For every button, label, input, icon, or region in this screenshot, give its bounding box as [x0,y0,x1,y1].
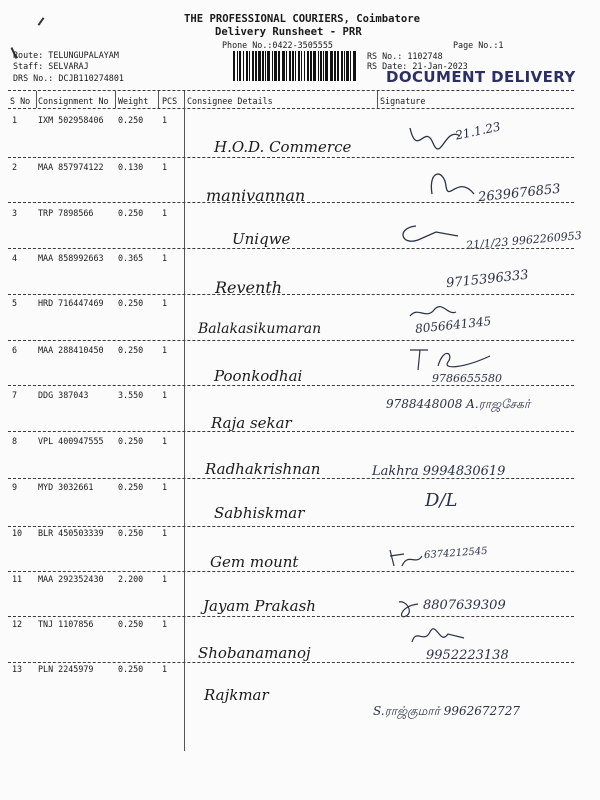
row-divider [8,340,574,341]
row-signature: 2639676853 [477,181,562,206]
row-sno: 2 [12,162,18,172]
row-sno: 10 [12,528,23,538]
signature-scribble [405,118,465,156]
row-weight: 0.250 [118,436,144,446]
row-signature: 6374212545 [423,545,488,562]
row-divider [8,157,574,158]
row-weight: 0.250 [118,482,144,492]
row-divider [8,202,574,203]
row-consignment: MAA 857974122 [38,162,104,172]
row-weight: 3.550 [118,390,144,400]
row-consignee: Uniqwe [232,230,291,248]
row-consignee: Poonkodhai [214,367,303,385]
row-sno: 6 [12,345,18,355]
col-header-consignment: Consignment No [38,96,109,106]
row-consignment: MAA 858992663 [38,253,104,263]
column-separator [184,91,185,751]
row-consignee: Jayam Prakash [203,597,316,615]
row-consignment: IXM 502958406 [38,115,104,125]
row-signature: 21.1.23 [454,119,502,143]
phone-number: Phone No.:0422-3505555 [222,40,333,50]
row-divider [8,526,574,527]
row-consignee: Raja sekar [211,414,292,432]
row-sno: 3 [12,208,18,218]
row-weight: 0.250 [118,619,144,629]
row-divider [8,294,574,295]
row-consignment: MAA 288410450 [38,345,104,355]
row-divider [8,248,574,249]
col-header-pcs: PCS [162,96,178,106]
row-weight: 0.250 [118,664,144,674]
row-consignee: Radhakrishnan [205,460,321,478]
row-weight: 0.250 [118,345,144,355]
row-consignment: VPL 400947555 [38,436,104,446]
rs-number: RS No.: 1102748 [367,51,443,61]
row-consignee: Sabhiskmar [214,504,305,522]
col-header-consignee: Consignee Details [187,96,273,106]
column-separator [158,91,159,108]
row-signature: 8056641345 [414,314,492,336]
row-pcs: 1 [162,345,168,355]
row-pcs: 1 [162,528,168,538]
row-weight: 0.365 [118,253,144,263]
row-consignee: Rajkmar [204,686,269,704]
row-pcs: 1 [162,482,168,492]
row-signature: 8807639309 [423,598,506,613]
row-divider [8,385,574,386]
row-consignee: Reventh [215,278,283,297]
drs-number: DRS No.: DCJB110274801 [13,73,124,83]
row-consignment: TNJ 1107856 [38,619,94,629]
row-consignment: HRD 716447469 [38,298,104,308]
row-consignee: H.O.D. Commerce [214,138,352,156]
rs-date: RS Date: 21-Jan-2023 [367,61,468,71]
barcode [233,51,359,81]
pen-mark-icon [38,17,45,26]
row-signature: S.ராஜ்குமார் 9962672727 [373,704,521,718]
row-divider [8,431,574,432]
company-name: THE PROFESSIONAL COURIERS, Coimbatore [184,13,420,25]
document-delivery-stamp: DOCUMENT DELIVERY [386,68,576,86]
row-sno: 4 [12,253,18,263]
signature-scribble [408,304,458,322]
row-sno: 5 [12,298,18,308]
row-pcs: 1 [162,390,168,400]
row-pcs: 1 [162,436,168,446]
row-sno: 8 [12,436,18,446]
row-consignment: TRP 7898566 [38,208,94,218]
row-sno: 11 [12,574,23,584]
row-consignee: manivannan [206,186,306,205]
row-pcs: 1 [162,574,168,584]
signature-scribble [424,164,484,204]
row-pcs: 1 [162,208,168,218]
row-weight: 0.130 [118,162,144,172]
page-number: Page No.:1 [453,40,504,50]
signature-scribble [386,546,426,570]
column-separator [377,91,378,108]
row-pcs: 1 [162,115,168,125]
row-sno: 9 [12,482,18,492]
row-consignee: Shobanamanoj [198,644,311,662]
signature-scribble [396,598,422,618]
row-consignment: DDG 387043 [38,390,89,400]
sheet-title: Delivery Runsheet - PRR [215,26,362,38]
row-weight: 0.250 [118,208,144,218]
row-consignment: MAA 292352430 [38,574,104,584]
row-consignee: Balakasikumaran [198,321,322,337]
col-header-sno: S No [10,96,31,106]
row-pcs: 1 [162,664,168,674]
row-consignee: Gem mount [210,553,299,571]
row-signature: 9715396333 [445,267,530,292]
staff-label: Staff: SELVARAJ [13,61,89,71]
row-signature: Lakhra 9994830619 [372,464,506,479]
column-separator [115,91,116,108]
signature-scribble [396,218,466,248]
row-consignment: BLR 450503339 [38,528,104,538]
row-divider [8,478,574,479]
row-consignment: PLN 2245979 [38,664,94,674]
row-sno: 12 [12,619,23,629]
row-weight: 2.200 [118,574,144,584]
row-pcs: 1 [162,253,168,263]
column-header-divider [8,108,574,109]
column-separator [36,91,37,108]
row-divider [8,662,574,663]
row-signature: D/L [425,490,458,511]
row-signature: 9788448008 A.ராஜசேகர் [386,397,531,411]
row-sno: 7 [12,390,18,400]
row-pcs: 1 [162,298,168,308]
row-weight: 0.250 [118,115,144,125]
row-sno: 13 [12,664,23,674]
row-divider [8,571,574,572]
row-pcs: 1 [162,162,168,172]
col-header-signature: Signature [380,96,426,106]
row-sno: 1 [12,115,18,125]
route-label: Route: TELUNGUPALAYAM [13,50,119,60]
row-consignment: MYD 3032661 [38,482,94,492]
row-signature: 21/1/23 9962260953 [465,228,583,253]
col-header-weight: Weight [118,96,149,106]
signature-scribble [404,344,494,374]
header-divider [8,90,574,91]
signature-scribble [408,626,468,648]
row-weight: 0.250 [118,528,144,538]
row-weight: 0.250 [118,298,144,308]
row-divider [8,616,574,617]
row-signature: 9952223138 [426,648,509,663]
row-pcs: 1 [162,619,168,629]
row-signature: 9786655580 [432,372,502,385]
